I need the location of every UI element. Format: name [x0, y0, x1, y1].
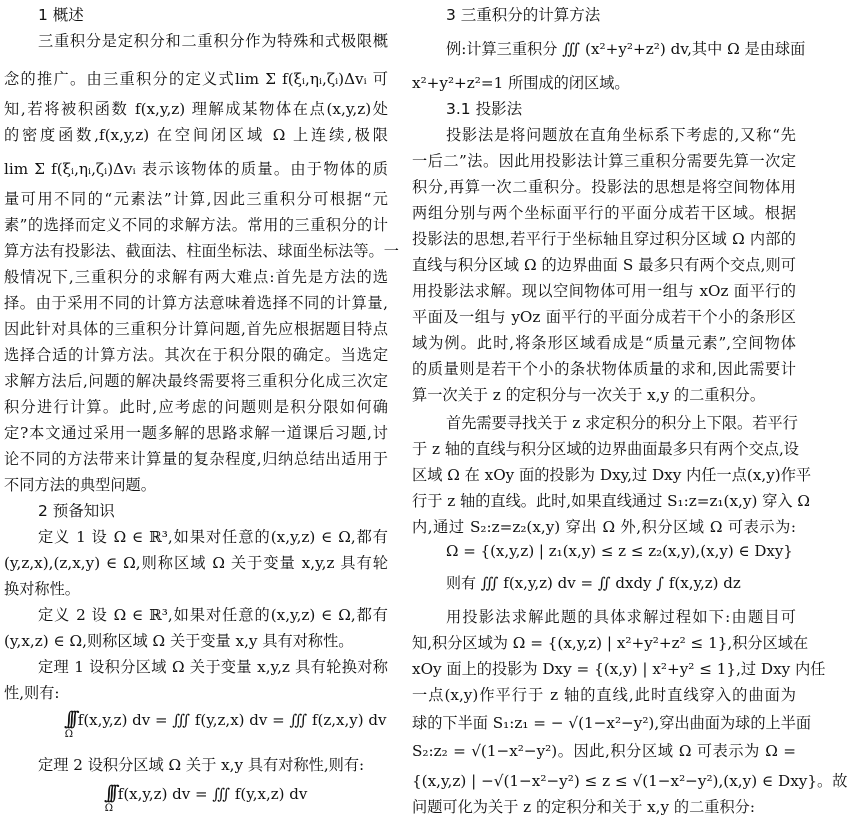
- region-set-equation: Ω = {(x,y,z) | z₁(x,y) ≤ z ≤ z₂(x,y),(x,y) ∈ Dxy}: [446, 542, 793, 560]
- paragraph-line: 两组分别与两个坐标面平行的平面分成若干区域。根据: [412, 204, 796, 222]
- paragraph-line: {(x,y,z) | −√(1−x²−y²) ≤ z ≤ √(1−x²−y²),(x,y) ∈ Dxy}。故: [412, 772, 847, 790]
- theorem-1-line: 定理 1 设积分区域 Ω 关于变量 x,y,z 具有轮换对称: [38, 658, 388, 676]
- paragraph-line: 域为例。此时,将条形区域看成是“质量元素”,空间物体: [412, 334, 796, 352]
- paragraph-line: 投影法是将问题放在直角坐标系下考虑的,又称“先: [446, 126, 796, 144]
- section-heading-preliminaries: 2 预备知识: [38, 502, 115, 520]
- paragraph-line: 算一次关于 z 的定积分与一次关于 x,y 的二重积分。: [412, 386, 766, 404]
- theorem-1-equation: $\int\int\int_\Omega$ f(x,y,z) dv = ∭ f(y,z,x) dv = ∭ f(z,x,y) dv: [64, 708, 387, 740]
- paragraph-line: 念的推广。由三重积分的定义式lim Σ f(ξᵢ,ηᵢ,ζᵢ)Δvᵢ 可: [4, 70, 388, 88]
- paragraph-line: 的质量则是若干个小的条状物体质量的求和,因此需要计: [412, 360, 796, 378]
- paragraph-line: 一点(x,y)作平行于 z 轴的直线,此时直线穿入的曲面为: [412, 686, 796, 704]
- paragraph-line: 选择合适的计算方法。其次在于积分限的确定。当选定: [4, 346, 388, 364]
- definition-2-line: 定义 2 设 Ω ∈ ℝ³,如果对任意的(x,y,z) ∈ Ω,都有: [38, 606, 388, 624]
- paragraph-line: 不同方法的典型问题。: [4, 476, 156, 494]
- paragraph-line: 区域 Ω 在 xOy 面的投影为 Dxy,过 Dxy 内任一点(x,y)作平: [412, 466, 812, 484]
- paragraph-line: 定?本文通过采用一题多解的思路求解一道课后习题,讨: [4, 424, 388, 442]
- paragraph-line: 般情况下,三重积分的求解有两大难点:首先是方法的选: [4, 268, 388, 286]
- paragraph-line: 用投影法求解此题的具体求解过程如下:由题目可: [446, 608, 796, 626]
- paragraph-line: 求解方法后,问题的解决最终需要将三重积分化成三次定: [4, 372, 388, 390]
- paragraph-line: 积分,再算一次二重积分。投影法的思想是将空间物体用: [412, 178, 796, 196]
- paragraph-line: 素”的选择而定义不同的求解方法。常用的三重积分的计: [4, 216, 388, 234]
- paragraph-line: 球的下半面 S₁:z₁ = − √(1−x²−y²),穿出曲面为球的上半面: [412, 714, 812, 732]
- paragraph-line: 知,若将被积函数 f(x,y,z) 理解成某物体在点(x,y,z)处: [4, 100, 388, 118]
- paragraph-line: 问题可化为关于 z 的定积分和关于 x,y 的二重积分:: [412, 798, 755, 816]
- paragraph-line: 行于 z 轴的直线。此时,如果直线通过 S₁:z=z₁(x,y) 穿入 Ω: [412, 492, 810, 510]
- paragraph-line: 于 z 轴的直线与积分区域的边界曲面最多只有两个交点,设: [412, 440, 799, 458]
- definition-1-line: 换对称性。: [4, 580, 80, 598]
- paragraph-line: 积分进行计算。此时,应考虑的问题则是积分限如何确: [4, 398, 388, 416]
- paragraph-line: 算方法有投影法、截面法、柱面坐标法、球面坐标法等。一: [4, 242, 399, 260]
- theorem-2-line: 定理 2 设积分区域 Ω 关于 x,y 具有对称性,则有:: [38, 756, 365, 774]
- paragraph-line: 首先需要寻找关于 z 求定积分的积分上下限。若平行: [446, 414, 798, 432]
- projection-formula: 则有 ∭ f(x,y,z) dv = ∬ dxdy ∫ f(x,y,z) dz: [446, 574, 741, 592]
- paragraph-line: 三重积分是定积分和二重积分作为特殊和式极限概: [38, 32, 388, 50]
- paragraph-line: 择。由于采用不同的计算方法意味着选择不同的计算量,: [4, 294, 388, 312]
- theorem-2-equation: $\int\int\int_\Omega$ f(x,y,z) dv = ∭ f(y,x,z) dv: [104, 782, 308, 814]
- paragraph-line: 投影法的思想,若平行于坐标轴且穿过积分区域 Ω 内部的: [412, 230, 796, 248]
- paragraph-line: 因此针对具体的三重积分计算问题,首先应根据题目特点: [4, 320, 388, 338]
- paragraph-line: 平面及一组与 yOz 面平行的平面分成若干个小的条形区: [412, 308, 796, 326]
- paragraph-line: lim Σ f(ξᵢ,ηᵢ,ζᵢ)Δvᵢ 表示该物体的质量。由于物体的质: [4, 160, 388, 178]
- example-line: x²+y²+z²=1 所围成的闭区域。: [412, 74, 630, 92]
- definition-1-line: 定义 1 设 Ω ∈ ℝ³,如果对任意的(x,y,z) ∈ Ω,都有: [38, 528, 388, 546]
- paragraph-line: 用投影法求解。现以空间物体可用一组与 xOz 面平行的: [412, 282, 796, 300]
- paragraph-line: 的密度函数,f(x,y,z) 在空间闭区域 Ω 上连续,极限: [4, 126, 388, 144]
- paragraph-line: 论不同的方法带来计算量的复杂程度,归纳总结出适用于: [4, 450, 388, 468]
- definition-2-line: (y,x,z) ∈ Ω,则称区域 Ω 关于变量 x,y 具有对称性。: [4, 632, 354, 650]
- paragraph-line: 知,积分区域为 Ω = {(x,y,z) | x²+y²+z² ≤ 1},积分区域在: [412, 634, 809, 652]
- section-heading-overview: 1 概述: [38, 6, 84, 24]
- section-heading-methods: 3 三重积分的计算方法: [446, 6, 601, 24]
- paragraph-line: 直线与积分区域 Ω 的边界曲面 S 最多只有两个交点,则可: [412, 256, 796, 274]
- subsection-heading-projection: 3.1 投影法: [446, 100, 523, 118]
- paragraph-line: S₂:z₂ = √(1−x²−y²)。因此,积分区域 Ω 可表示为 Ω =: [412, 742, 796, 760]
- definition-1-line: (y,z,x),(z,x,y) ∈ Ω,则称区域 Ω 关于变量 x,y,z 具有轮: [4, 554, 388, 572]
- paragraph-line: 一后二”法。因此用投影法计算三重积分需要先算一次定: [412, 152, 796, 170]
- paragraph-line: xOy 面上的投影为 Dxy = {(x,y) | x²+y² ≤ 1},过 Dxy 内任: [412, 660, 826, 678]
- paragraph-line: 量可用不同的“元素法”计算,因此三重积分可根据“元: [4, 190, 388, 208]
- example-line: 例:计算三重积分 ∭ (x²+y²+z²) dv,其中 Ω 是由球面: [446, 40, 806, 58]
- theorem-1-line: 性,则有:: [4, 684, 60, 702]
- paragraph-line: 内,通过 S₂:z=z₂(x,y) 穿出 Ω 外,积分区域 Ω 可表示为:: [412, 518, 796, 536]
